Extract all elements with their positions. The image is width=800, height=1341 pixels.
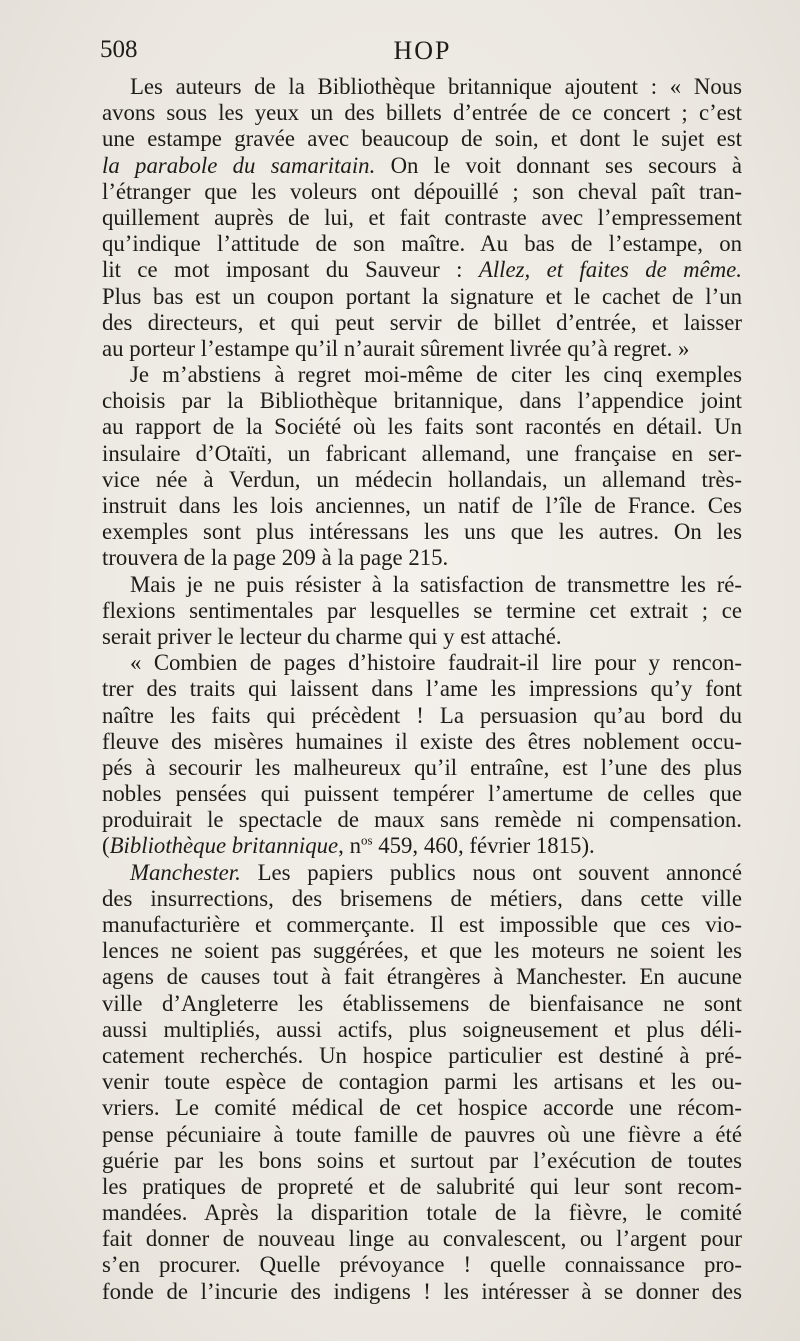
text-line [102, 519, 742, 545]
text-segment: manufacturière et commerçante. Il est impossible que ces vio- [102, 912, 742, 937]
text-segment: 459, 460, février 1815). [372, 833, 595, 859]
body-text [102, 74, 742, 1305]
text-segment: pense pécuniaire à toute famille de pauvres où une fièvre a été [102, 1121, 742, 1147]
text-line [102, 938, 742, 964]
italic-text: Bibliothèque britannique [109, 833, 339, 859]
text-segment: exemples sont plus intéressans les uns que les autres. On les [102, 519, 742, 545]
text-line [102, 703, 742, 729]
italic-text: la parabole du samaritain. [102, 152, 376, 178]
text-line [102, 781, 742, 807]
page-number: 508 [100, 36, 138, 63]
text-line [102, 650, 742, 676]
text-segment: fait donner de nouveau linge au convalescent, ou l’argent pour [102, 1226, 742, 1252]
text-segment: ville d’Angleterre les établissemens de bienfaisance ne sont [102, 990, 742, 1016]
text-segment: vriers. Le comité médical de cet hospice accorde une récom- [102, 1095, 742, 1121]
text-segment: des insurrections, des brisemens de métiers, dans cette ville [102, 885, 742, 911]
text-line [102, 572, 742, 598]
text-line [102, 833, 742, 859]
text-segment: lences ne soient pas suggérées, et que les moteurs ne soient les [102, 938, 742, 964]
text-line [102, 100, 742, 126]
text-segment: fleuve des misères humaines il existe des êtres noblement occu- [102, 728, 742, 754]
text-line [102, 1279, 742, 1305]
running-head: HOP [393, 36, 452, 65]
text-segment: Mais je ne puis résister à la satisfaction de transmettre les ré- [130, 571, 742, 597]
text-line [102, 493, 742, 519]
text-segment: des directeurs, et qui peut servir de billet d’entrée, et laisser [102, 309, 742, 335]
text-segment: instruit dans les lois anciennes, un natif de l’île de France. Ces [102, 493, 742, 518]
text-line [102, 388, 742, 414]
text-line [102, 257, 742, 283]
text-segment: serait priver le lecteur du charme qui y est attaché. [102, 623, 562, 649]
text-segment: nobles pensées qui puissent tempérer l’amertume de celles que [102, 781, 742, 807]
text-segment: flexions sentimentales par lesquelles se termine cet extrait ; ce [102, 597, 742, 623]
text-line [102, 991, 742, 1017]
text-segment: vice née à Verdun, un médecin hollandais, un allemand très- [102, 466, 742, 492]
text-segment: Je m’abstiens à regret moi-même de citer les cinq exemples [130, 362, 742, 388]
text-line [102, 1017, 742, 1043]
text-segment: choisis par la Bibliothèque britannique, dans l’appendice joint [102, 388, 742, 414]
text-line [102, 74, 742, 100]
text-segment: Plus bas est un coupon portant la signature et le cachet de l’un [102, 283, 742, 309]
text-segment: venir toute espèce de contagion parmi les artisans et les ou- [102, 1069, 742, 1095]
text-line [102, 310, 742, 336]
text-line [102, 964, 742, 990]
text-line [102, 1069, 742, 1095]
text-line [102, 1043, 742, 1069]
text-line [102, 231, 742, 257]
text-segment: produirait le spectacle de maux sans remède ni compensation. [102, 807, 742, 833]
text-segment: l’étranger que les voleurs ont dépouillé ; son cheval paît tran- [102, 178, 742, 204]
text-segment: Les papiers publics nous ont souvent annoncé [240, 859, 742, 885]
text-segment: trouvera de la page 209 à la page 215. [102, 545, 449, 571]
text-line [102, 284, 742, 310]
text-line [102, 1095, 742, 1121]
text-segment: avons sous les yeux un des billets d’entrée de ce concert ; c’est [102, 100, 742, 126]
text-segment: aussi multipliés, aussi actifs, plus soigneusement et plus déli- [102, 1016, 742, 1042]
italic-text: Allez, et faites de même. [478, 257, 742, 283]
text-segment: trer des traits qui laissent dans l’ame les impressions qu’y font [102, 676, 742, 702]
text-line [102, 336, 742, 362]
text-line [102, 441, 742, 467]
text-line [102, 886, 742, 912]
text-line [102, 1174, 742, 1200]
text-segment: , n [338, 833, 361, 859]
text-segment: quillement auprès de lui, et fait contraste avec l’empressement [102, 204, 742, 230]
text-line [102, 755, 742, 781]
text-line [102, 676, 742, 702]
text-line [102, 153, 742, 179]
text-line [102, 362, 742, 388]
text-line [102, 624, 742, 650]
text-line [102, 1226, 742, 1252]
text-line [102, 1122, 742, 1148]
italic-text: Manchester. [130, 859, 241, 885]
text-line [102, 807, 742, 833]
text-segment: pés à secourir les malheureux qu’il entraîne, est l’une des plus [102, 754, 742, 780]
text-line [102, 598, 742, 624]
text-line [102, 912, 742, 938]
page-header [100, 36, 745, 72]
text-line [102, 126, 742, 152]
text-line [102, 545, 742, 571]
text-segment: « Combien de pages d’histoire faudrait-il lire pour y rencon- [130, 650, 742, 676]
text-line [102, 860, 742, 886]
text-segment: au porteur l’estampe qu’il n’aurait sûrement livrée qu’à regret. » [102, 335, 690, 361]
text-line [102, 414, 742, 440]
text-segment: naître les faits qui précèdent ! La persuasion qu’au bord du [102, 702, 742, 728]
text-segment: mandées. Après la disparition totale de la fièvre, le comité [102, 1200, 742, 1226]
text-line [102, 1148, 742, 1174]
text-segment: On le voit donnant ses secours à [375, 152, 743, 178]
text-segment: au rapport de la Société où les faits sont racontés en détail. Un [102, 414, 742, 440]
text-segment: Les auteurs de la Bibliothèque britannique ajoutent : « Nous [130, 74, 742, 99]
text-segment: les pratiques de propreté et de salubrité qui leur sont recom- [102, 1173, 742, 1199]
text-segment: lit ce mot imposant du Sauveur : [102, 257, 479, 283]
text-line [102, 1200, 742, 1226]
text-segment: fonde de l’incurie des indigens ! les intéresser à se donner des [102, 1278, 742, 1304]
text-segment: insulaire d’Otaïti, un fabricant allemand, une française en ser- [102, 440, 742, 466]
text-segment: qu’indique l’attitude de son maître. Au bas de l’estampe, on [102, 231, 742, 257]
text-segment: ( [102, 833, 110, 859]
superscript-text: os [360, 832, 373, 848]
text-segment: s’en procurer. Quelle prévoyance ! quelle connaissance pro- [102, 1252, 742, 1278]
text-line [102, 205, 742, 231]
text-segment: agens de causes tout à fait étrangères à Manchester. En aucune [102, 964, 742, 990]
text-segment: catement recherchés. Un hospice particulier est destiné à pré- [102, 1042, 742, 1068]
text-line [102, 1252, 742, 1278]
text-segment: une estampe gravée avec beaucoup de soin, et dont le sujet est [102, 126, 742, 152]
text-line [102, 467, 742, 493]
text-segment: guérie par les bons soins et surtout par l’exécution de toutes [102, 1147, 742, 1173]
text-line [102, 729, 742, 755]
text-line [102, 179, 742, 205]
